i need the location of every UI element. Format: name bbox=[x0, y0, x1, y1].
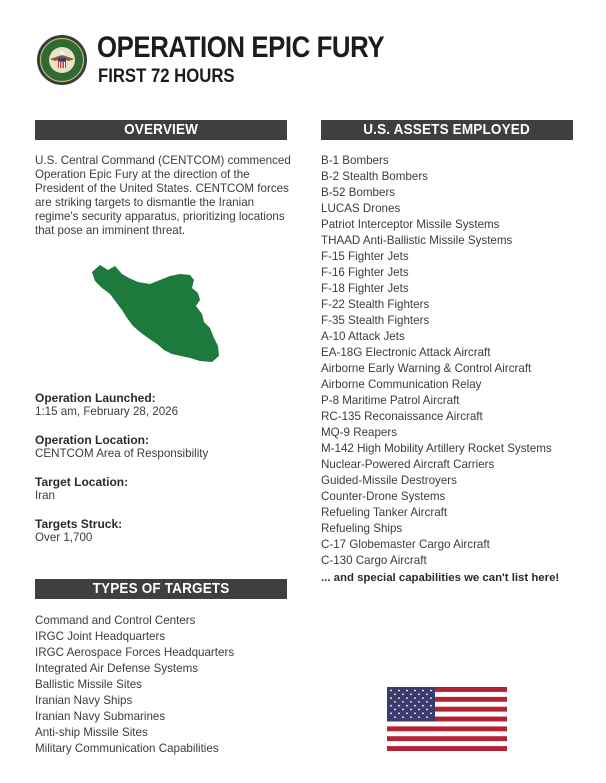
list-item: Patriot Interceptor Missile Systems bbox=[321, 218, 500, 231]
assets-heading-text: U.S. ASSETS EMPLOYED bbox=[363, 121, 531, 138]
fact-value: CENTCOM Area of Responsibility bbox=[35, 447, 209, 460]
list-item: Refueling Ships bbox=[321, 522, 403, 535]
list-item: Military Communication Capabilities bbox=[35, 742, 219, 755]
list-item: Iranian Navy Submarines bbox=[35, 710, 166, 723]
list-item: F-35 Stealth Fighters bbox=[321, 314, 430, 327]
fact-launched bbox=[35, 391, 295, 433]
fact-targets-struck bbox=[35, 517, 295, 559]
fact-target-location bbox=[35, 475, 295, 517]
list-item: P-8 Maritime Patrol Aircraft bbox=[321, 394, 460, 407]
fact-location bbox=[35, 433, 295, 475]
list-item: C-17 Globemaster Cargo Aircraft bbox=[321, 538, 490, 551]
list-item: Counter-Drone Systems bbox=[321, 490, 446, 503]
list-item: M-142 High Mobility Artillery Rocket Systems bbox=[321, 442, 552, 455]
list-item: F-22 Stealth Fighters bbox=[321, 298, 430, 311]
list-item: F-15 Fighter Jets bbox=[321, 250, 409, 263]
fact-label: Target Location: bbox=[35, 475, 129, 489]
page-subtitle: FIRST 72 HOURS bbox=[98, 66, 235, 87]
list-item: F-16 Fighter Jets bbox=[321, 266, 409, 279]
list-item: B-52 Bombers bbox=[321, 186, 396, 199]
page-title: OPERATION EPIC FURY bbox=[97, 31, 385, 64]
list-item: Airborne Communication Relay bbox=[321, 378, 482, 391]
list-item: Iranian Navy Ships bbox=[35, 694, 133, 707]
targets-heading bbox=[35, 579, 287, 599]
overview-body: U.S. Central Command (CENTCOM) commenced Operation Epic Fury at the direction of the President of the United States. CENTCOM forces are striking targets to dismantle the Iranian regime's security apparatus, prioritizing locations that pose an imminent threat. bbox=[35, 154, 291, 237]
list-item: Guided-Missile Destroyers bbox=[321, 474, 457, 487]
list-item: A-10 Attack Jets bbox=[321, 330, 405, 343]
iran-map-icon bbox=[88, 262, 222, 377]
list-item: Nuclear-Powered Aircraft Carriers bbox=[321, 458, 495, 471]
fact-label: Targets Struck: bbox=[35, 517, 123, 531]
fact-value: Over 1,700 bbox=[35, 531, 93, 544]
fact-value: Iran bbox=[35, 489, 55, 502]
centcom-seal-icon bbox=[36, 34, 88, 86]
list-item: Airborne Early Warning & Control Aircraft bbox=[321, 362, 532, 375]
list-item: MQ-9 Reapers bbox=[321, 426, 398, 439]
fact-value: 1:15 am, February 28, 2026 bbox=[35, 405, 179, 418]
list-item: IRGC Aerospace Forces Headquarters bbox=[35, 646, 235, 659]
targets-list bbox=[35, 613, 234, 757]
list-item: B-1 Bombers bbox=[321, 154, 389, 167]
list-item: B-2 Stealth Bombers bbox=[321, 170, 428, 183]
list-item: Integrated Air Defense Systems bbox=[35, 662, 199, 675]
targets-heading-text: TYPES OF TARGETS bbox=[92, 580, 230, 597]
operation-facts bbox=[35, 391, 295, 559]
overview-heading-text: OVERVIEW bbox=[124, 121, 198, 138]
list-item: EA-18G Electronic Attack Aircraft bbox=[321, 346, 491, 359]
overview-heading bbox=[35, 120, 287, 140]
list-item: IRGC Joint Headquarters bbox=[35, 630, 166, 643]
us-flag-icon bbox=[387, 687, 507, 751]
list-item: Anti-ship Missile Sites bbox=[35, 726, 148, 739]
list-item: C-130 Cargo Aircraft bbox=[321, 554, 427, 567]
assets-list bbox=[321, 153, 552, 569]
list-item: LUCAS Drones bbox=[321, 202, 401, 215]
list-item: Command and Control Centers bbox=[35, 614, 196, 627]
fact-label: Operation Location: bbox=[35, 433, 149, 447]
list-item: RC-135 Reconaissance Aircraft bbox=[321, 410, 483, 423]
fact-label: Operation Launched: bbox=[35, 391, 156, 405]
list-item: F-18 Fighter Jets bbox=[321, 282, 409, 295]
list-item: THAAD Anti-Ballistic Missile Systems bbox=[321, 234, 513, 247]
list-item: Ballistic Missile Sites bbox=[35, 678, 142, 691]
assets-note: ... and special capabilities we can't list here! bbox=[321, 572, 560, 584]
list-item: Refueling Tanker Aircraft bbox=[321, 506, 448, 519]
assets-heading bbox=[321, 120, 573, 140]
